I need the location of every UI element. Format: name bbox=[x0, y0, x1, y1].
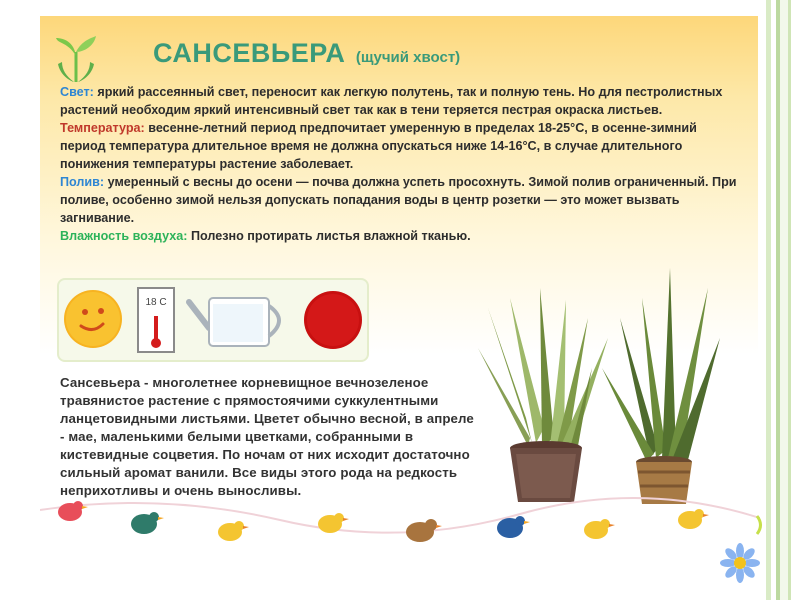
decorative-birds-border bbox=[40, 480, 760, 560]
bird-icon bbox=[218, 521, 249, 541]
page-title bbox=[153, 38, 460, 69]
care-icons bbox=[59, 280, 367, 360]
light-label: Свет: bbox=[60, 85, 94, 99]
sansevieria-plants-illustration bbox=[470, 258, 730, 508]
light-text: яркий рассеянный свет, переносит как легкую полутень, так и полную тень. Но для пестролистных растений необходим яркий интенсивный свет так как в тени теряется пестрая окраска листьев. bbox=[60, 85, 723, 117]
temperature-label: Температура: bbox=[60, 121, 145, 135]
bird-icon bbox=[678, 509, 709, 529]
plant-description: Сансевьера - многолетнее корневищное вечнозеленое травянистое растение с прямостоячими суккулентными ланцетовидными листьями. Цветет обычно весной, в апреле - мае, маленькими белыми цветками, собранными в кистевидные соцветия. По ночам от них исходит достаточно сильный аромат ванили. Все виды этого рода на редкость неприхотливы и очень выносливы. bbox=[60, 375, 474, 498]
red-circle-icon bbox=[304, 291, 362, 349]
thermometer-label: 18 С bbox=[145, 297, 167, 308]
care-instructions bbox=[60, 83, 740, 245]
bird-icon bbox=[131, 512, 164, 534]
humidity-text: Полезно протирать листья влажной тканью. bbox=[187, 229, 471, 243]
care-icons-panel bbox=[57, 278, 369, 362]
decorative-edge-mark bbox=[756, 514, 764, 536]
plant-left bbox=[478, 288, 608, 502]
title-main: САНСЕВЬЕРА bbox=[153, 38, 346, 68]
thermometer-icon bbox=[138, 288, 174, 352]
sun-face-icon bbox=[64, 290, 122, 348]
care-temperature bbox=[60, 119, 740, 173]
watering-can-icon bbox=[189, 298, 279, 346]
daisy-flower-icon bbox=[720, 543, 760, 583]
decorative-side-stripes bbox=[760, 0, 800, 600]
title-sub: (щучий хвост) bbox=[355, 49, 461, 66]
care-humidity bbox=[60, 227, 740, 245]
plant-hands-logo-icon bbox=[54, 34, 98, 84]
watering-text: умеренный с весны до осени — почва должна успеть просохнуть. Зимой полив ограниченный. При поливе, особенно зимой нельзя допускать попадания воды в центр розетки — это может вызвать загнивание. bbox=[60, 175, 737, 225]
watering-label: Полив: bbox=[60, 175, 105, 189]
plant-right bbox=[602, 268, 720, 504]
temperature-text: весенне-летний период предпочитает умеренную в пределах 18-25°С, в осенне-зимний период температура длительное время не должна опускаться ниже 14-16°С, в случае длительного понижения температуры растение заболевает. bbox=[60, 121, 697, 171]
bird-icon bbox=[584, 519, 615, 539]
care-light bbox=[60, 83, 740, 119]
care-watering bbox=[60, 173, 740, 227]
humidity-label: Влажность воздуха: bbox=[60, 229, 188, 243]
